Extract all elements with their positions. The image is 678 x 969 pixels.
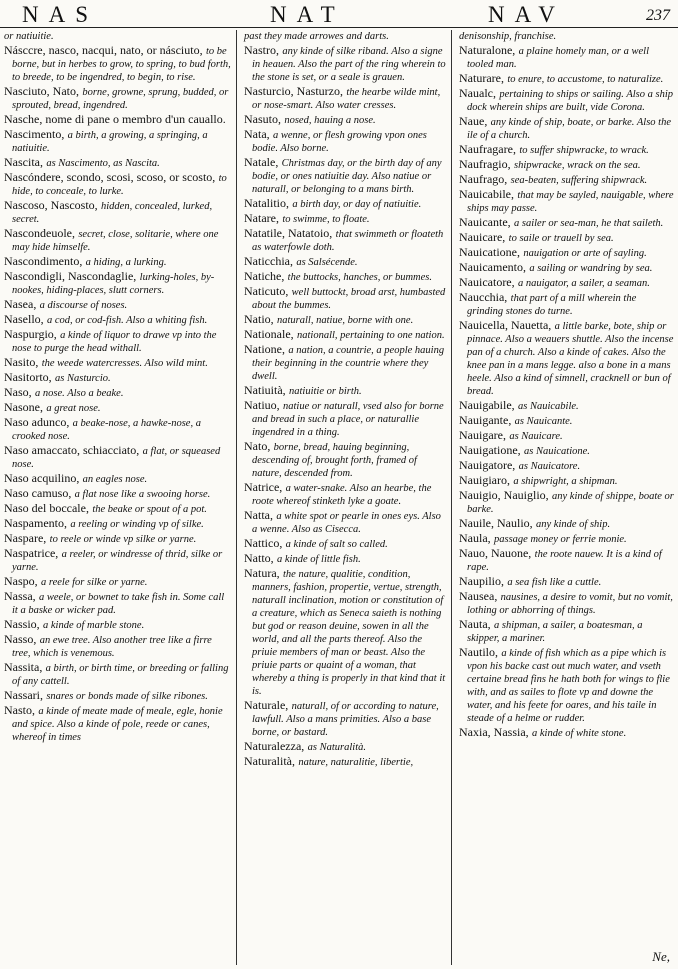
dictionary-entry: [455, 44, 674, 71]
entry-definition: a birth day, or day of natiuitie.: [292, 199, 422, 210]
entry-headword: Nascondeuole,: [4, 226, 75, 240]
dictionary-entry: [0, 472, 232, 486]
entry-headword: Naso adunco,: [4, 415, 70, 429]
dictionary-entry: [0, 255, 232, 269]
entry-definition: any kinde of ship.: [536, 519, 611, 530]
dictionary-entry: [240, 343, 447, 383]
dictionary-entry: [455, 618, 674, 645]
entry-headword: Nauicatione,: [459, 245, 520, 259]
entry-headword: Natta,: [244, 508, 273, 522]
entry-headword: Natale,: [244, 155, 279, 169]
dictionary-entry: [240, 755, 447, 769]
dictionary-entry: [240, 44, 447, 84]
entry-headword: Naturale,: [244, 698, 289, 712]
entry-headword: Nauicamento,: [459, 260, 526, 274]
entry-headword: Naualc,: [459, 86, 496, 100]
entry-headword: Nauigante,: [459, 413, 512, 427]
entry-definition: a cod, or cod-fish. Also a whiting fish.: [47, 315, 208, 326]
entry-definition: a kinde of marble stone.: [43, 620, 145, 631]
entry-definition: a water-snake. Also an hearbe, the roote whereof stinketh lyke a goate.: [252, 483, 432, 507]
column-divider-2: [451, 30, 452, 965]
entry-definition: that may be sayled, nauigable, where ships may passe.: [467, 190, 674, 214]
entry-headword: Nasito,: [4, 355, 39, 369]
dictionary-entry: [0, 171, 232, 198]
running-header: [0, 2, 678, 28]
entry-definition: to be borne, but in herbes to grow, to spring, to bud forth, to breede, to be ingendred, to begin, to rise.: [12, 46, 231, 83]
entry-headword: Nauigare,: [459, 428, 506, 442]
dictionary-entry: [455, 72, 674, 86]
entry-headword: Naufrago,: [459, 172, 508, 186]
header-rule: [0, 27, 678, 28]
dictionary-entry: [455, 319, 674, 398]
entry-definition: as Nasturcio.: [55, 373, 111, 384]
entry-definition: a kinde of white stone.: [532, 728, 627, 739]
dictionary-entry: [240, 740, 447, 754]
entry-headword: Naso acquilino,: [4, 471, 80, 485]
dictionary-entry: [455, 115, 674, 142]
entry-headword: Nasso,: [4, 632, 37, 646]
dictionary-entry: [0, 401, 232, 415]
entry-headword: Nauta,: [459, 617, 491, 631]
dictionary-entry: [0, 532, 232, 546]
dictionary-entry: [455, 173, 674, 187]
dictionary-entry: [0, 270, 232, 297]
dictionary-entry: [240, 384, 447, 398]
dictionary-entry: [0, 313, 232, 327]
dictionary-entry: [240, 567, 447, 698]
dictionary-entry: [455, 444, 674, 458]
dictionary-entry: [455, 489, 674, 516]
header-right-word: NAV: [488, 2, 565, 27]
dictionary-entry: [455, 459, 674, 473]
dictionary-entry: [240, 227, 447, 254]
entry-definition: an eagles nose.: [82, 474, 148, 485]
entry-headword: Nasche, nome di pane o membro d'un cauallo.: [4, 112, 226, 126]
entry-headword: Naxia, Nassia,: [459, 725, 529, 739]
dictionary-entry: [0, 547, 232, 574]
entry-headword: Nautilo,: [459, 645, 498, 659]
catchword: Ne,: [652, 949, 670, 964]
entry-definition: to enure, to accustome, to naturalize.: [507, 74, 664, 85]
header-left-word: NAS: [22, 2, 99, 27]
entry-definition: that part of a mill wherein the grinding stones do turne.: [467, 293, 637, 317]
entry-definition: any kinde of ship, boate, or barke. Also the ile of a church.: [467, 117, 671, 141]
entry-definition: a wenne, or flesh growing vpon ones bodie. Also borne.: [252, 130, 427, 154]
dictionary-entry: [0, 618, 232, 632]
entry-headword: Naspo,: [4, 574, 38, 588]
entry-definition: hidden, concealed, lurked, secret.: [12, 201, 213, 225]
entry-definition: a little barke, bote, ship or pinnace. Also a weauers shuttle. Also the incense pan of a church. Also a kinde of cakes. Also the knee pan in a mans legge. also a bone in a mans heele. Also a kind of simnell, cracknell or bun of bread.: [467, 321, 674, 397]
entry-headword: Nasone,: [4, 400, 43, 414]
entry-headword: Nauicabile,: [459, 187, 514, 201]
entry-headword: Nata,: [244, 127, 270, 141]
dictionary-entry: [240, 85, 447, 112]
dictionary-entry: [240, 440, 447, 480]
entry-headword: Natiuo,: [244, 398, 280, 412]
entry-definition: a hiding, a lurking.: [85, 257, 167, 268]
entry-definition: sea-beaten, suffering shipwrack.: [510, 175, 648, 186]
entry-definition: a nauigator, a sailer, a seaman.: [517, 278, 650, 289]
dictionary-entry: [240, 270, 447, 284]
dictionary-entry: [240, 328, 447, 342]
entry-definition: nauigation or arte of sayling.: [523, 248, 647, 259]
entry-definition: as Nauicante.: [514, 416, 573, 427]
dictionary-entry: [455, 517, 674, 531]
entry-definition: a nose. Also a beake.: [35, 388, 124, 399]
entry-definition: any kinde of silke riband. Also a signe in heauen. Also the part of the ring wherein to the stone is set, or a seale is grauen.: [252, 46, 446, 83]
dictionary-entry: [240, 399, 447, 439]
entry-headword: Naula,: [459, 531, 491, 545]
dictionary-entry: [0, 689, 232, 703]
dictionary-entry: [240, 128, 447, 155]
entry-headword: Nascimento,: [4, 127, 65, 141]
entry-definition: the buttocks, hanches, or bummes.: [287, 272, 433, 283]
dictionary-entry: [455, 646, 674, 725]
entry-definition: to saile or trauell by sea.: [508, 233, 614, 244]
dictionary-entry: [240, 156, 447, 196]
dictionary-entry: [0, 298, 232, 312]
entry-definition: as Nauicabile.: [518, 401, 579, 412]
dictionary-entry: [0, 590, 232, 617]
entry-definition: nationall, pertaining to one nation.: [297, 330, 445, 341]
entry-headword: Nationale,: [244, 327, 294, 341]
entry-headword: Naspatrice,: [4, 546, 59, 560]
dictionary-entry: [455, 590, 674, 617]
entry-headword: Natalitio,: [244, 196, 289, 210]
entry-headword: Nasitorto,: [4, 370, 52, 384]
dictionary-entry: [455, 30, 674, 43]
entry-definition: as Naturalità.: [307, 742, 366, 753]
dictionary-entry: [0, 386, 232, 400]
entry-headword: Naso amaccato, schiacciato,: [4, 443, 140, 457]
column-divider-1: [236, 30, 237, 965]
dictionary-entry: [0, 30, 232, 43]
entry-headword: Naue,: [459, 114, 488, 128]
entry-definition: as Nauicatore.: [518, 461, 581, 472]
dictionary-entry: [455, 231, 674, 245]
entry-definition: as Nascimento, as Nascita.: [46, 158, 160, 169]
entry-definition: a birth, a growing, a springing, a natiuitie.: [12, 130, 208, 154]
entry-definition: a white spot or pearle in ones eys. Also a wenne. Also as Cisecca.: [252, 511, 441, 535]
entry-definition: borne, growne, sprung, budded, or sprouted, bread, ingendred.: [12, 87, 229, 111]
entry-headword: Naso,: [4, 385, 32, 399]
entry-headword: Nauigabile,: [459, 398, 515, 412]
entry-headword: Natiche,: [244, 269, 285, 283]
entry-definition: a sailer or sea-man, he that saileth.: [513, 218, 664, 229]
entry-definition: the beake or spout of a pot.: [92, 504, 207, 515]
entry-definition: the roote nauew. It is a kind of rape.: [467, 549, 662, 573]
entry-headword: Natiuità,: [244, 383, 286, 397]
entry-headword: Nauicella, Nauetta,: [459, 318, 552, 332]
entry-definition: a plaine homely man, or a well tooled man.: [467, 46, 650, 70]
entry-definition: pertaining to ships or sailing. Also a ship dock wherein ships are built, vide Corona.: [467, 89, 673, 113]
entry-headword: Natare,: [244, 211, 279, 225]
dictionary-entry: [240, 113, 447, 127]
entry-headword: Naturalità,: [244, 754, 295, 768]
entry-headword: Nastro,: [244, 43, 279, 57]
entry-definition: a flat nose like a swooing horse.: [74, 489, 211, 500]
entry-headword: Naticchia,: [244, 254, 293, 268]
entry-definition: a weele, or bownet to take fish in. Some call it a baske or wicker pad.: [12, 592, 225, 616]
entry-definition: to hide, to conceale, to lurke.: [12, 173, 227, 197]
entry-headword: Naso camuso,: [4, 486, 72, 500]
dictionary-entry: [455, 399, 674, 413]
dictionary-entry: [455, 547, 674, 574]
entry-definition: to reele or winde vp silke or yarne.: [49, 534, 197, 545]
entry-definition: a kinde of liquor to drawe vp into the nose to purge the head withall.: [12, 330, 217, 354]
entry-headword: Nauigatione,: [459, 443, 521, 457]
entry-definition: an ewe tree. Also another tree like a firre tree, which is venemous.: [12, 635, 212, 659]
dictionary-entry: [0, 44, 232, 84]
entry-definition: past they made arrowes and darts.: [244, 31, 389, 42]
dictionary-entry: [455, 532, 674, 546]
entry-definition: any kinde of shippe, boate or barke.: [467, 491, 674, 515]
entry-definition: a kinde of meate made of meale, egle, honie and spice. Also a kinde of pole, reede or canes, whereof in times: [12, 706, 223, 743]
dictionary-entry: [0, 128, 232, 155]
entry-definition: naturall, natiue, borne with one.: [277, 315, 414, 326]
entry-headword: Naspamento,: [4, 516, 67, 530]
dictionary-entry: [240, 285, 447, 312]
entry-headword: Naso del boccale,: [4, 501, 89, 515]
entry-definition: a reeler, or windresse of thrid, silke or yarne.: [12, 549, 223, 573]
entry-definition: shipwracke, wrack on the sea.: [514, 160, 641, 171]
entry-headword: Nauigiaro,: [459, 473, 510, 487]
entry-headword: Nausea,: [459, 589, 498, 603]
entry-definition: a shipman, a sailer, a boatesman, a skipper, a mariner.: [467, 620, 643, 644]
dictionary-entry: [455, 216, 674, 230]
entry-definition: to suffer shipwracke, to wrack.: [519, 145, 649, 156]
dictionary-entry: [240, 481, 447, 508]
entry-headword: Nascoso, Nascosto,: [4, 198, 98, 212]
entry-definition: borne, bread, hauing beginning, descending of, brought forth, framed of nature, descended from.: [252, 442, 417, 479]
entry-definition: naturall, of or according to nature, lawfull. Also a mans primities. Also a base borne, or bastard.: [252, 701, 439, 738]
entry-headword: Natione,: [244, 342, 285, 356]
entry-headword: Naupilio,: [459, 574, 504, 588]
entry-definition: a shipwright, a shipman.: [513, 476, 618, 487]
entry-headword: Nasto,: [4, 703, 35, 717]
entry-definition: as Nauicatione.: [524, 446, 590, 457]
entry-headword: Nassita,: [4, 660, 43, 674]
dictionary-entry: [240, 212, 447, 226]
entry-headword: Naturalone,: [459, 43, 516, 57]
column-2: [240, 30, 447, 960]
entry-definition: a reele for silke or yarne.: [41, 577, 148, 588]
dictionary-entry: [455, 276, 674, 290]
dictionary-entry: [455, 474, 674, 488]
dictionary-entry: [0, 704, 232, 744]
entry-definition: the weede watercresses. Also wild mint.: [41, 358, 208, 369]
entry-headword: Natura,: [244, 566, 280, 580]
entry-definition: a discourse of noses.: [39, 300, 128, 311]
entry-headword: Nauicatore,: [459, 275, 515, 289]
entry-definition: nature, naturalitie, libertie,: [298, 757, 414, 768]
entry-headword: Nascondigli, Nascondaglie,: [4, 269, 137, 283]
entry-definition: as Nauicare.: [509, 431, 563, 442]
entry-headword: Natio,: [244, 312, 274, 326]
entry-definition: as Salsécende.: [296, 257, 358, 268]
entry-headword: Nasciuto, Nato,: [4, 84, 79, 98]
dictionary-entry: [240, 537, 447, 551]
dictionary-entry: [455, 87, 674, 114]
entry-headword: Naucchia,: [459, 290, 508, 304]
entry-definition: a reeling or winding vp of silke.: [70, 519, 204, 530]
dictionary-entry: [0, 487, 232, 501]
entry-headword: Nasturcio, Nasturzo,: [244, 84, 343, 98]
entry-headword: Nasea,: [4, 297, 37, 311]
entry-headword: Natto,: [244, 551, 274, 565]
entry-headword: Nassio,: [4, 617, 40, 631]
entry-definition: or natiuitie.: [4, 31, 54, 42]
entry-definition: lurking-holes, by-nookes, hiding-places, slutt corners.: [12, 272, 215, 296]
dictionary-entry: [0, 444, 232, 471]
entry-definition: nausines, a desire to vomit, but no vomit, lothing or abhorring of things.: [467, 592, 673, 616]
dictionary-entry: [0, 199, 232, 226]
dictionary-entry: [240, 699, 447, 739]
entry-headword: Nascondimento,: [4, 254, 83, 268]
dictionary-entry: [455, 143, 674, 157]
page-number: 237: [646, 7, 670, 24]
dictionary-entry: [240, 30, 447, 43]
entry-definition: denisonship, franchise.: [459, 31, 557, 42]
dictionary-entry: [240, 509, 447, 536]
entry-headword: Nascóndere, scondo, scosi, scoso, or scosto,: [4, 170, 216, 184]
dictionary-entry: [0, 633, 232, 660]
entry-headword: Natatile, Natatoio,: [244, 226, 333, 240]
entry-definition: snares or bonds made of silke ribones.: [46, 691, 208, 702]
entry-definition: a flat, or squeased nose.: [12, 446, 221, 470]
entry-definition: Christmas day, or the birth day of any bodie, or ones natiuitie day. Also natiue or naturall, or belonging to a mans birth.: [252, 158, 442, 195]
entry-definition: well buttockt, broad arst, humbasted about the bummes.: [252, 287, 446, 311]
dictionary-entry: [0, 416, 232, 443]
entry-headword: Naufragio,: [459, 157, 511, 171]
entry-headword: Nasuto,: [244, 112, 281, 126]
dictionary-entry: [0, 371, 232, 385]
entry-definition: nosed, hauing a nose.: [284, 115, 376, 126]
entry-headword: Nassari,: [4, 688, 43, 702]
entry-headword: Nauile, Naulio,: [459, 516, 533, 530]
dictionary-entry: [455, 429, 674, 443]
dictionary-entry: [0, 328, 232, 355]
dictionary-entry: [0, 156, 232, 170]
dictionary-entry: [455, 575, 674, 589]
entry-headword: Naspurgio,: [4, 327, 57, 341]
dictionary-entry: [455, 414, 674, 428]
entry-headword: Nascita,: [4, 155, 43, 169]
dictionary-entry: [0, 661, 232, 688]
entry-definition: a kinde of little fish.: [277, 554, 361, 565]
dictionary-entry: [0, 113, 232, 127]
entry-headword: Nauicante,: [459, 215, 511, 229]
entry-definition: a sea fish like a cuttle.: [507, 577, 602, 588]
entry-definition: the hearbe wilde mint, or nose-smart. Also water cresses.: [252, 87, 441, 111]
dictionary-entry: [240, 313, 447, 327]
entry-headword: Nassa,: [4, 589, 36, 603]
entry-definition: secret, close, solitarie, where one may hide himselfe.: [12, 229, 219, 253]
column-3: [455, 30, 674, 960]
entry-headword: Násccre, nasco, nacqui, nato, or násciuto,: [4, 43, 203, 57]
entry-headword: Nauicare,: [459, 230, 506, 244]
entry-headword: Nauigio, Nauiglio,: [459, 488, 549, 502]
dictionary-entry: [455, 261, 674, 275]
entry-headword: Naufragare,: [459, 142, 516, 156]
entry-headword: Naturare,: [459, 71, 504, 85]
entry-definition: a sailing or wandring by sea.: [529, 263, 653, 274]
entry-definition: a birth, or birth time, or breeding or falling of any cattell.: [12, 663, 229, 687]
entry-definition: the nature, qualitie, condition, manners, fashion, propertie, vertue, strength, naturall inclination, motion or constitution of a creature, which as Seneca saieth is nothing but god or reason deuine, sowen in all the world, and all the parts thereof. Also the priuie members of man or beast. Also the priuie parts or quaint of a woman, that whereby a thing is properly in that kind that it is.: [252, 569, 446, 697]
entry-headword: Naspare,: [4, 531, 47, 545]
dictionary-entry: [455, 158, 674, 172]
dictionary-entry: [240, 255, 447, 269]
entry-headword: Nato,: [244, 439, 271, 453]
dictionary-entry: [0, 356, 232, 370]
entry-definition: to swimme, to floate.: [282, 214, 370, 225]
dictionary-entry: [240, 197, 447, 211]
entry-definition: a beake-nose, a hawke-nose, a crooked nose.: [12, 418, 201, 442]
entry-definition: a kinde of fish which as a pipe which is vpon his backe cast out much water, and vseth certaine bread fins he hath both for wings to flie with, and as sailes to flote vp and downe the water, and his feete for oares, and his taile in steade of a helme or rudder.: [467, 648, 670, 724]
dictionary-entry: [240, 552, 447, 566]
entry-definition: that swimmeth or floateth as waterfowle doth.: [252, 229, 444, 253]
entry-headword: Nauigatore,: [459, 458, 516, 472]
column-1: [0, 30, 232, 960]
dictionary-entry: [455, 246, 674, 260]
entry-definition: natiuitie or birth.: [289, 386, 362, 397]
entry-headword: Naticuto,: [244, 284, 289, 298]
entry-definition: a nation, a countrie, a people hauing their beginning in the countrie where they dwell.: [252, 345, 445, 382]
dictionary-entry: [455, 726, 674, 740]
dictionary-entry: [0, 517, 232, 531]
dictionary-entry: [0, 227, 232, 254]
entry-definition: passage money or ferrie monie.: [494, 534, 627, 545]
dictionary-entry: [0, 575, 232, 589]
dictionary-entry: [0, 85, 232, 112]
entry-headword: Natrice,: [244, 480, 283, 494]
entry-headword: Naturalezza,: [244, 739, 305, 753]
entry-headword: Nauo, Nauone,: [459, 546, 532, 560]
entry-headword: Nattico,: [244, 536, 283, 550]
dictionary-entry: [455, 188, 674, 215]
header-center-word: NAT: [270, 2, 345, 27]
entry-headword: Nasello,: [4, 312, 44, 326]
entry-definition: a kinde of salt so called.: [285, 539, 388, 550]
dictionary-entry: [0, 502, 232, 516]
entry-definition: natiue or naturall, vsed also for borne and bread in such a place, or naturallie ingendred in a thing.: [252, 401, 444, 438]
dictionary-entry: [455, 291, 674, 318]
entry-definition: a great nose.: [46, 403, 101, 414]
